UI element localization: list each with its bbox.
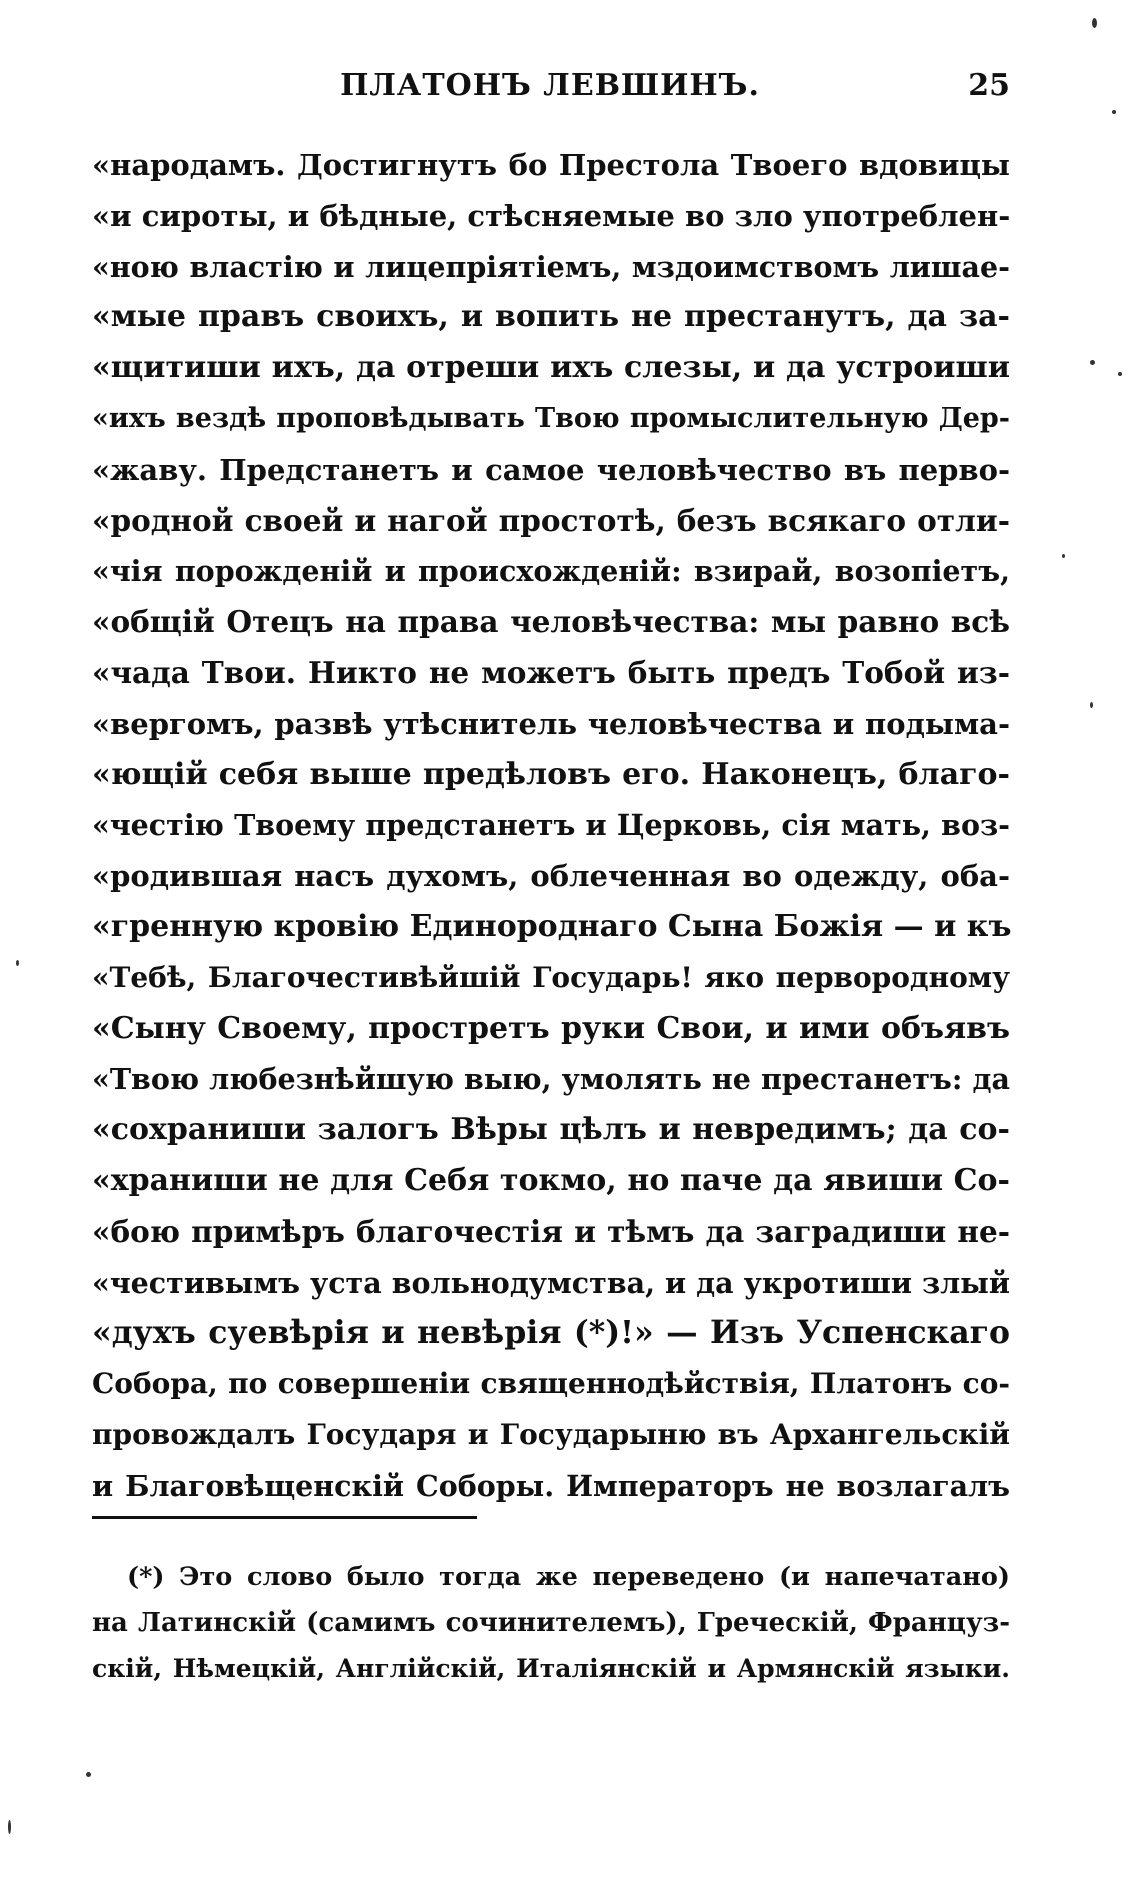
scan-speck <box>1090 702 1093 708</box>
text-line: «бою примѣръ благочестія и тѣмъ да заградиши не- <box>92 1213 1010 1249</box>
main-text <box>92 140 1010 1512</box>
text-line: «чія порожденій и происхожденій: взирай, возопіетъ, <box>92 554 1010 589</box>
page-header <box>90 68 1010 108</box>
text-line: «и сироты, и бѣдные, стѣсняемые во зло употреблен- <box>92 198 1011 233</box>
text-line: «Сыну Своему, прострeтъ руки Свои, и ими объявъ <box>92 1010 1010 1046</box>
footnote-line: (*) Это слово было тогда же переведено (и напечатано) <box>127 1562 1010 1592</box>
scan-speck <box>16 960 19 966</box>
footnote-line: на Латинскій (самимъ сочинителемъ), Греческій, Француз- <box>92 1608 1010 1638</box>
text-line: «честію Твоему предстанетъ и Церковь, сія мать, воз- <box>92 808 1010 843</box>
text-line: «ною властію и лицепріятіемъ, мздоимствомъ лишае- <box>92 249 1010 284</box>
text-line: «сохраниши залогъ Вѣры цѣлъ и невредимъ; да со- <box>92 1112 1010 1148</box>
scan-speck <box>1062 554 1065 558</box>
scan-speck <box>1118 372 1122 376</box>
text-line: Собора, по совершеніи священнодѣйствія, Платонъ со- <box>92 1367 1010 1401</box>
footnote-divider <box>92 1516 477 1519</box>
scan-speck <box>8 1820 11 1834</box>
text-line: «чада Твои. Никто не можетъ быть предъ Тобой из- <box>92 654 1010 690</box>
scan-speck <box>86 1772 91 1777</box>
text-line: провождалъ Государя и Государыню въ Архангельскій <box>92 1417 1010 1451</box>
running-title: ПЛАТОНЪ ЛЕВШИНЪ. <box>340 68 760 103</box>
text-line: «родной своей и нагой простотѣ, безъ всякаго отли- <box>92 502 1010 538</box>
text-line: «ющій себя выше предѣловъ его. Наконецъ, благо- <box>92 756 1010 792</box>
scan-speck <box>1092 18 1097 28</box>
text-line: «ихъ вездѣ проповѣдывать Твою промыслительную Дер- <box>92 402 1010 434</box>
text-line: «Твою любезнѣйшую выю, умолять не престанетъ: да <box>92 1062 1010 1097</box>
text-line: «народамъ. Достигнутъ бо Престола Твоего вдовицы <box>92 148 1010 182</box>
footnote <box>92 1554 1010 1692</box>
text-line: «вергомъ, развѣ утѣснитель человѣчества и подыма- <box>92 706 1010 741</box>
text-line: «общій Отецъ на права человѣчества: мы равно всѣ <box>92 604 1010 640</box>
text-line: «Тебѣ, Благочестивѣйшій Государь! яко первородному <box>92 960 1010 994</box>
text-line: «храниши не для Себя токмо, но паче да явиши Со- <box>92 1162 1010 1198</box>
text-line: «родившая насъ духомъ, облеченная во одежду, оба- <box>92 859 1010 894</box>
text-line: «гренную кровію Единороднаго Сына Божія — и къ <box>92 908 1012 944</box>
text-line: «жаву. Предстанетъ и самое человѣчество въ перво- <box>92 452 1010 487</box>
scan-speck <box>1112 110 1116 114</box>
text-line: «честивымъ уста вольнодумства, и да укротиши злый <box>92 1265 1010 1300</box>
text-line: «духъ суевѣрія и невѣрія (*)!» — Изъ Успенскаго <box>92 1314 1010 1352</box>
footnote-line: скій, Нѣмецкій, Англійскій, Италіянскій и Армянскій языки. <box>92 1654 1010 1683</box>
text-line: «щитиши ихъ, да отреши ихъ слезы, и да устроиши <box>92 350 1010 386</box>
page-number: 25 <box>968 68 1010 103</box>
text-line: и Благовѣщенскій Соборы. Императоръ не возлагалъ <box>92 1468 1010 1503</box>
scan-speck <box>1090 360 1095 365</box>
text-line: «мые правъ своихъ, и вопить не престанутъ, да за- <box>92 299 1010 335</box>
